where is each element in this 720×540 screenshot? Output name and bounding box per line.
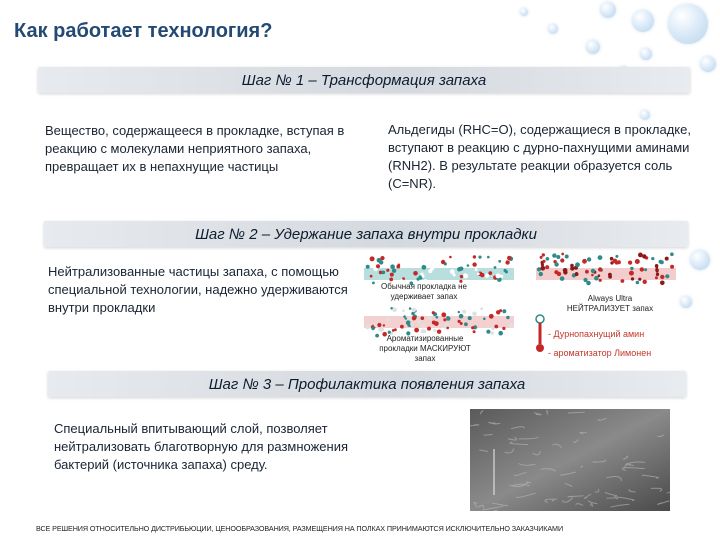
molecule-dot <box>378 327 383 332</box>
molecule-dot <box>542 253 545 256</box>
molecule-dot <box>441 260 445 264</box>
molecule-dot <box>446 316 449 319</box>
molecule-dot <box>599 279 602 282</box>
molecule-dot <box>496 273 501 278</box>
step2-header-bar <box>44 221 688 247</box>
molecule-dot <box>450 269 455 274</box>
molecule-dot <box>540 256 543 259</box>
molecule-dot <box>459 314 464 319</box>
molecule-dot <box>638 278 641 281</box>
molecule-dot <box>411 312 414 315</box>
molecule-dot <box>542 260 545 263</box>
molecule-dot <box>505 260 509 264</box>
molecule-dot <box>560 258 564 262</box>
molecule-dot <box>410 256 415 261</box>
molecule-dot <box>417 278 420 281</box>
label-always: Always Ultra НЕЙТРАЛИЗУЕТ запах <box>566 294 654 313</box>
molecule-dot <box>617 260 621 264</box>
molecule-dot <box>423 261 428 266</box>
molecule-dot <box>403 315 406 318</box>
molecule-dot <box>406 320 411 325</box>
molecule-dot <box>473 330 476 333</box>
molecule-dot <box>557 272 561 276</box>
molecule-dot <box>428 316 432 320</box>
molecule-dot <box>400 325 404 329</box>
molecule-dot <box>412 308 416 312</box>
step3-header-bar <box>48 371 686 397</box>
molecule-dot <box>498 331 503 336</box>
molecule-dot <box>467 264 470 267</box>
molecule-dot <box>552 253 556 257</box>
molecule-dot <box>635 259 640 264</box>
molecule-dot <box>670 265 674 269</box>
molecule-dot <box>615 255 618 258</box>
molecule-dot <box>545 265 549 269</box>
molecule-dot <box>660 275 664 279</box>
molecule-dot <box>412 316 416 320</box>
molecule-dot <box>388 256 392 260</box>
molecule-dot <box>413 271 418 276</box>
footer-disclaimer: ВСЕ РЕШЕНИЯ ОТНОСИТЕЛЬНО ДИСТРИБЬЮЦИИ, ЦЕНООБРАЗОВАНИЯ, РАЗМЕЩЕНИЯ НА ПОЛКАХ ПРИНИМАЮТСЯ ИСКЛЮЧИТЕЛЬНО ЗАКАЗЧИКАМИ <box>36 524 564 533</box>
molecule-dot <box>402 309 405 312</box>
molecule-dot <box>480 273 484 277</box>
molecule-dot <box>610 261 613 264</box>
molecule-dot <box>458 311 460 313</box>
molecule-dot <box>376 264 380 268</box>
molecule-dot <box>443 318 446 321</box>
molecule-dot <box>660 281 665 286</box>
molecule-dot <box>427 327 431 331</box>
molecule-dot <box>472 262 476 266</box>
molecule-dot <box>554 262 558 266</box>
molecule-dot <box>585 270 589 274</box>
molecule-dot <box>629 271 634 276</box>
molecule-dot <box>631 277 634 280</box>
molecule-dot <box>390 264 395 269</box>
molecule-dot <box>472 312 477 317</box>
step1-header-bar <box>38 67 690 93</box>
amine-marker-icon <box>536 315 544 323</box>
molecule-dot <box>500 275 503 278</box>
molecule-dot <box>540 266 545 271</box>
molecule-dot <box>610 257 614 261</box>
legend-limonene: - ароматизатор Лимонен <box>548 348 652 358</box>
molecule-dot <box>389 278 393 282</box>
molecule-dot <box>473 255 476 258</box>
molecule-dot <box>486 330 490 334</box>
molecule-dot <box>575 272 579 276</box>
molecule-dot <box>506 316 509 319</box>
molecule-dot <box>433 329 436 332</box>
molecule-dot <box>494 266 497 269</box>
molecule-dot <box>608 275 612 279</box>
molecule-dot <box>591 274 594 277</box>
molecule-dot <box>370 275 373 278</box>
molecule-dot <box>383 324 385 326</box>
molecule-dot <box>410 322 414 326</box>
molecule-dot <box>405 260 409 264</box>
molecule-dot <box>458 320 461 323</box>
molecule-dot <box>665 257 669 261</box>
molecule-dot <box>598 255 603 260</box>
molecule-dot <box>436 316 439 319</box>
molecule-dot <box>421 329 425 333</box>
molecule-dot <box>366 265 370 269</box>
molecule-dot <box>509 323 514 328</box>
molecule-dot <box>502 309 506 313</box>
molecule-dot <box>377 323 381 327</box>
molecule-dot <box>487 256 490 259</box>
molecule-dot <box>462 310 466 314</box>
molecule-dot <box>421 324 425 328</box>
molecule-dot <box>459 267 463 271</box>
molecule-dot <box>546 257 550 261</box>
molecule-dot <box>630 267 633 270</box>
molecule-dot <box>468 316 472 320</box>
molecule-dot <box>380 256 384 260</box>
molecule-dot <box>496 310 500 314</box>
molecule-dot <box>583 278 587 282</box>
molecule-dot <box>638 253 643 258</box>
molecule-dot <box>502 327 505 330</box>
molecule-dot <box>570 266 574 270</box>
molecule-dot <box>621 279 625 283</box>
step3-header: Шаг № 3 – Профилактика появления запаха <box>208 375 526 393</box>
molecule-dot <box>556 255 560 259</box>
molecule-dot <box>446 327 449 330</box>
molecule-dot <box>420 273 423 276</box>
molecule-dot <box>478 256 481 259</box>
aromatized-pad-illustration <box>364 307 514 338</box>
step1-left-text: Вещество, содержащееся в прокладке, вступая в реакцию с молекулами неприятного запаха, превращает их в непахнущие частицы <box>45 123 345 174</box>
molecule-dot <box>394 328 397 331</box>
molecule-dot <box>644 268 647 271</box>
molecule-dot <box>428 269 432 273</box>
molecule-dot <box>414 328 419 333</box>
step1-header: Шаг № 1 – Трансформация запаха <box>241 71 487 89</box>
step1-right-text: Альдегиды (RHC=O), содержащиеся в прокладке, вступают в реакцию с дурно-пахнущими аминами (RNH2). В результате реакции образуется соль (C=NR). <box>388 122 691 191</box>
molecule-dot <box>398 264 401 267</box>
molecule-dot <box>421 316 425 320</box>
molecule-dot <box>441 312 446 317</box>
molecule-dot <box>636 281 640 285</box>
molecule-dot <box>507 256 511 260</box>
molecule-dot <box>432 321 436 325</box>
molecule-dot <box>560 276 565 281</box>
molecule-dot <box>541 263 544 266</box>
ordinary-pad-illustration <box>364 255 514 285</box>
molecule-dot <box>374 323 378 327</box>
molecule-dot <box>409 307 412 310</box>
molecule-dot <box>505 270 508 273</box>
molecule-dot <box>563 270 567 274</box>
label-aromatized: Ароматизированные прокладки МАСКИРУЮТ запах <box>379 334 471 363</box>
molecule-dot <box>598 274 601 277</box>
molecule-dot <box>460 275 463 278</box>
molecule-dot <box>477 272 480 275</box>
molecule-dot <box>483 318 486 321</box>
molecule-dot <box>561 253 564 256</box>
molecule-dot <box>489 314 494 319</box>
molecule-dot <box>480 307 483 310</box>
molecule-dot <box>392 269 396 273</box>
molecule-dot <box>670 252 674 256</box>
molecule-dot <box>370 256 375 261</box>
molecule-dot <box>491 331 494 334</box>
molecule-dot <box>665 274 669 278</box>
molecule-dot <box>381 271 385 275</box>
molecule-dot <box>651 257 654 260</box>
molecule-dot <box>656 270 659 273</box>
molecule-dot <box>498 260 501 263</box>
molecule-dot <box>655 276 658 279</box>
molecule-dot <box>365 325 370 330</box>
molecule-dot <box>656 273 659 276</box>
label-ordinary: Обычная прокладка не удерживает запах <box>381 282 467 301</box>
molecule-dot <box>582 259 587 264</box>
molecule-dot <box>471 326 474 329</box>
molecule-dot <box>565 255 569 259</box>
step2-text: Нейтрализованные частицы запаха, с помощью специальной технологии, надежно удерживаются внутри прокладки <box>48 264 348 315</box>
molecule-dot <box>432 311 435 314</box>
molecule-dot <box>371 327 374 330</box>
molecule-dot <box>655 266 658 269</box>
molecule-dot <box>392 307 397 312</box>
molecule-dot <box>628 261 632 265</box>
molecule-dot <box>387 318 390 321</box>
molecule-dot <box>659 260 663 264</box>
molecule-dot <box>591 269 595 273</box>
step3-text: Специальный впитывающий слой, позволяет нейтрализовать благотворную для размножения бактерий (источника запаха) среду. <box>54 421 349 472</box>
molecule-dot <box>371 262 374 265</box>
molecule-dot <box>643 280 647 284</box>
molecule-dot <box>488 271 492 275</box>
molecule-dot <box>449 256 452 259</box>
step2-header: Шаг № 2 – Удержание запаха внутри прокладки <box>195 225 537 243</box>
molecule-dot <box>598 267 602 271</box>
legend-amine: - Дурнопахнущий амин <box>548 329 645 339</box>
molecule-dot <box>390 273 394 277</box>
molecule-dot <box>407 316 411 320</box>
molecule-dot <box>475 268 478 271</box>
molecule-dot <box>587 257 591 261</box>
molecule-dot <box>464 322 468 326</box>
molecule-dot <box>575 262 580 267</box>
molecule-dot <box>485 274 489 278</box>
molecule-dot <box>640 267 644 271</box>
molecule-dot <box>491 327 495 331</box>
always-pad-illustration <box>536 252 676 285</box>
molecule-dot <box>494 325 498 329</box>
molecule-dot <box>539 272 543 276</box>
molecule-dot <box>444 323 449 328</box>
molecule-dot <box>386 269 389 272</box>
page-title: Как работает технология? <box>14 20 273 42</box>
molecule-dot <box>422 265 427 270</box>
molecule-dot <box>463 273 467 277</box>
molecule-dot <box>417 320 420 323</box>
absorbent-layer-micrograph <box>470 409 670 511</box>
